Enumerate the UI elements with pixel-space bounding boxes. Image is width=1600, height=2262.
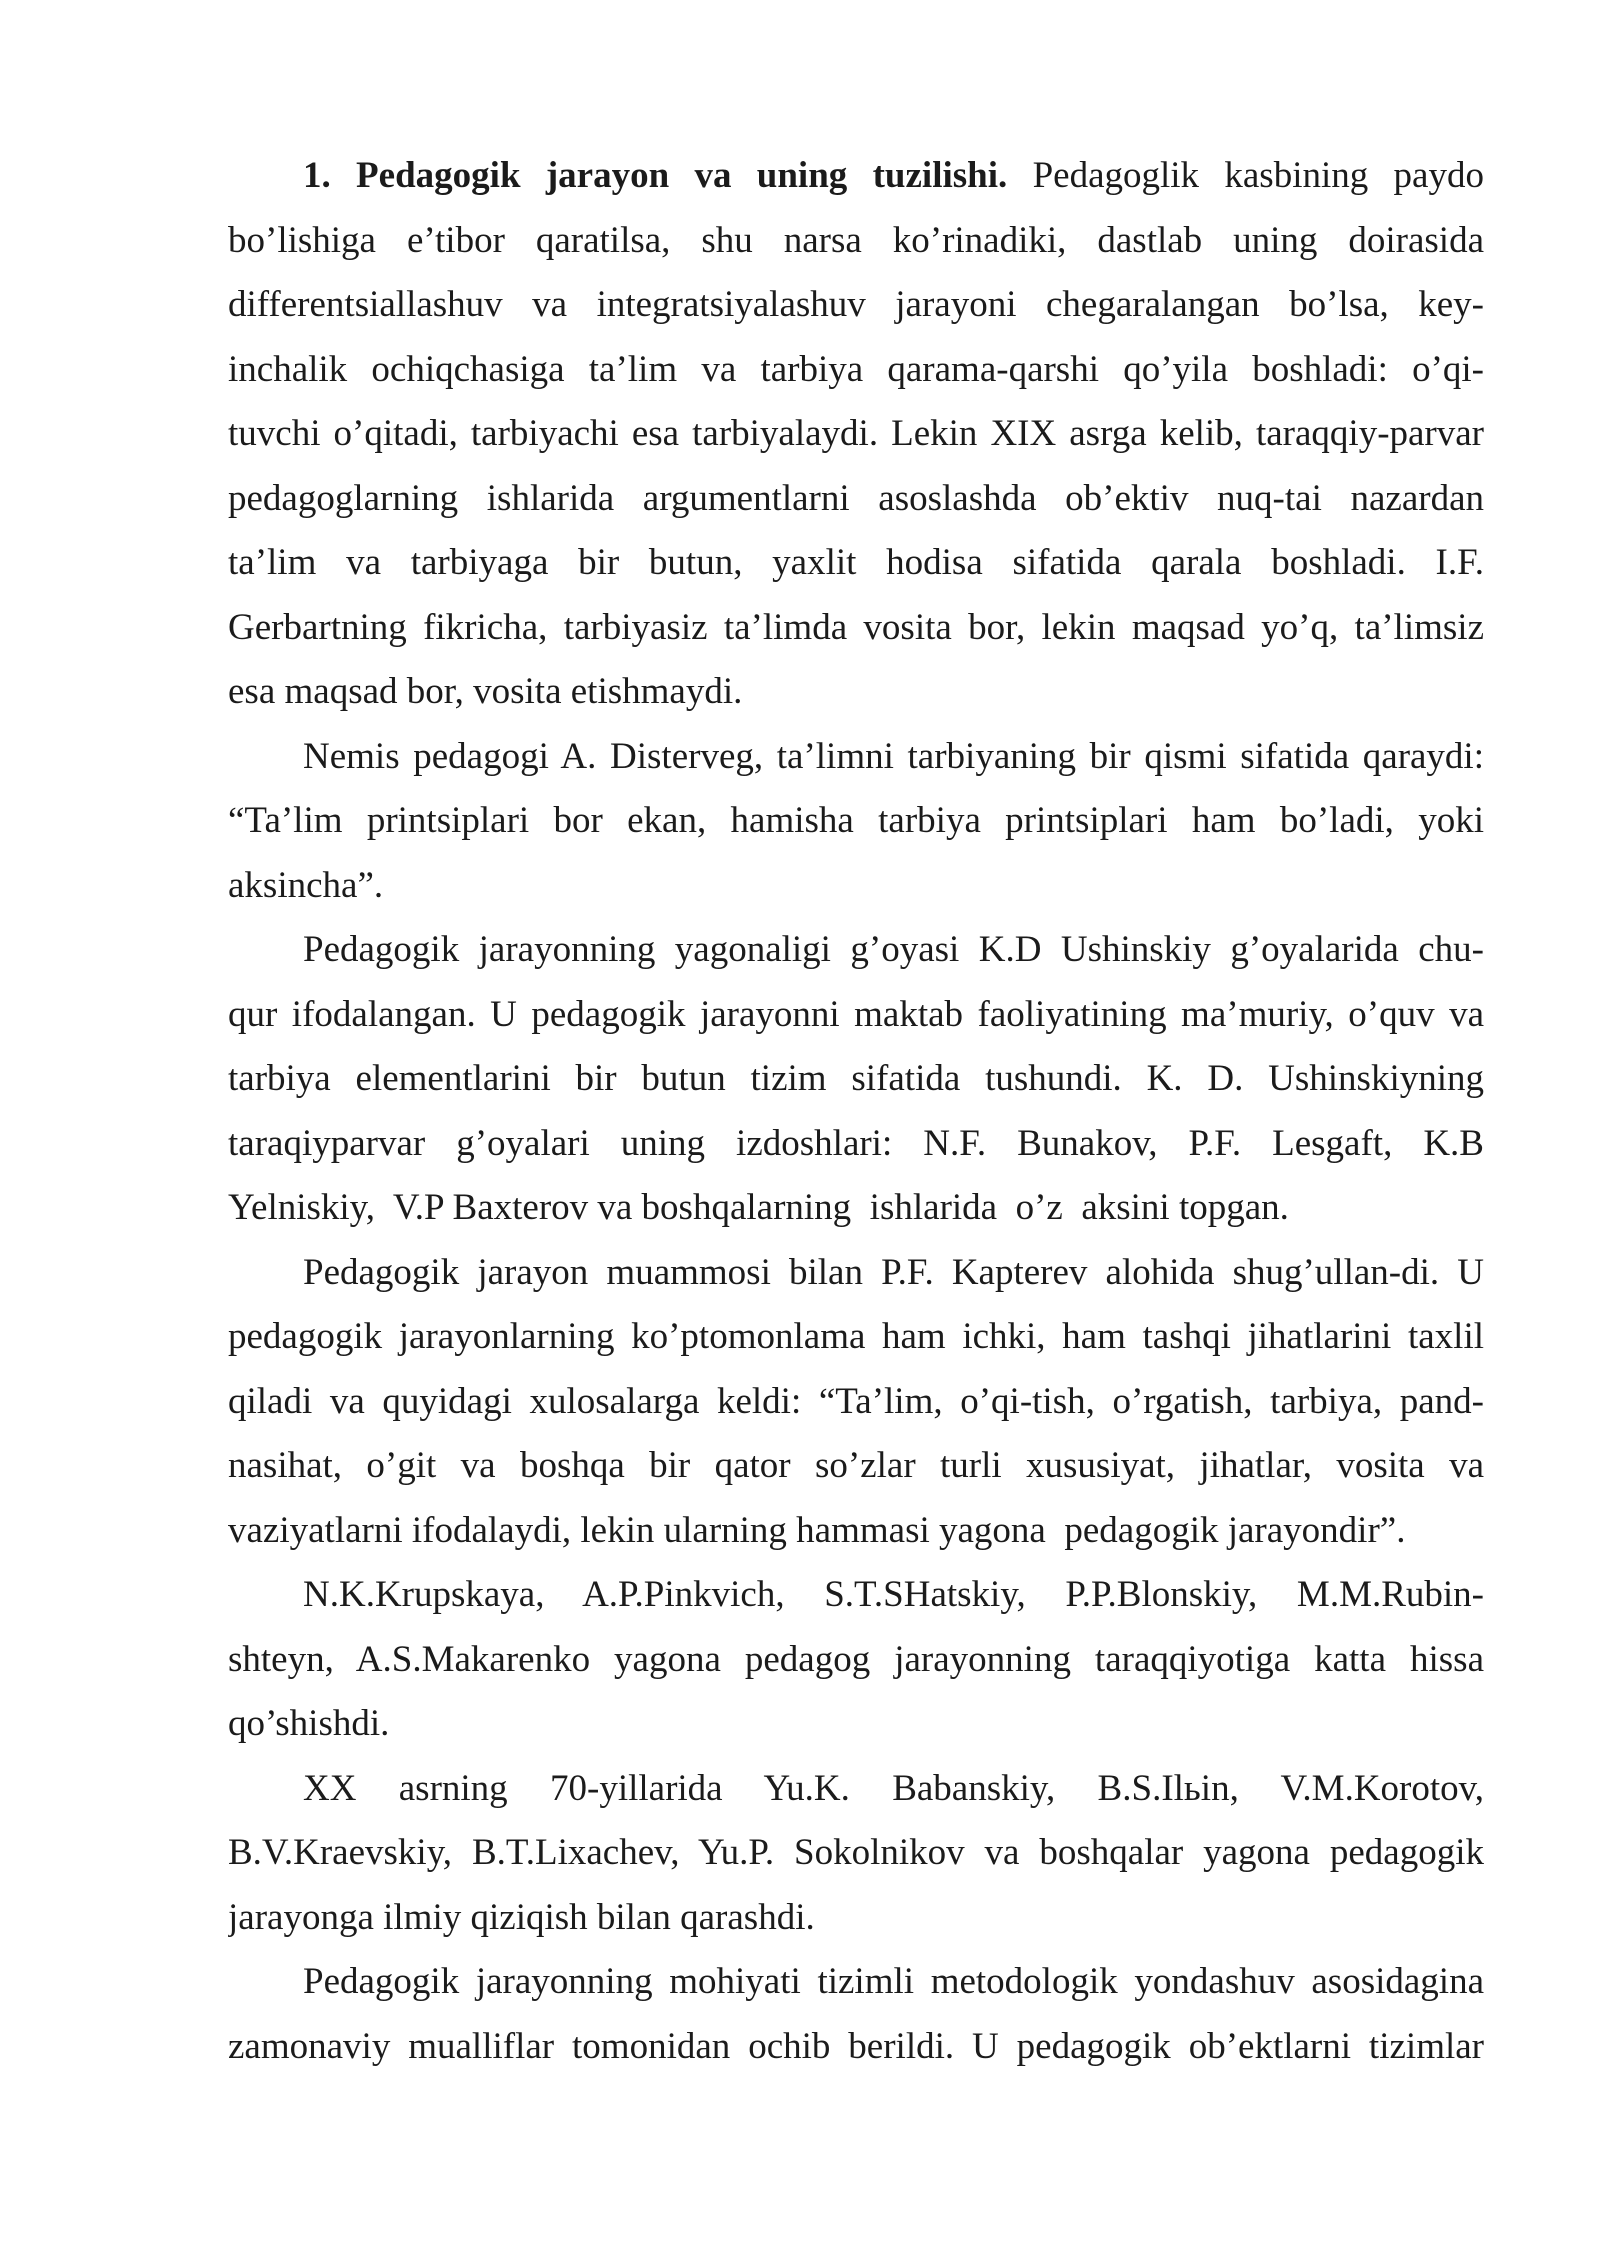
text-line: N.K.Krupskaya, A.P.Pinkvich, S.T.SHatskiy, P.P.Blonskiy, M.M.Rubin- <box>303 1574 1484 1615</box>
text-line: tarbiya elementlarini bir butun tizim sifatida tushundi. K. D. Ushinskiyning <box>228 1058 1484 1099</box>
text-line: ta’lim va tarbiyaga bir butun, yaxlit hodisa sifatida qarala boshladi. I.F. <box>228 542 1484 583</box>
text-line: jarayonga ilmiy qiziqish bilan qarashdi. <box>228 1896 815 1938</box>
text-line: Pedagogik jarayonning mohiyati tizimli metodologik yondashuv asosidagina <box>303 1961 1484 2002</box>
text-line: qo’shishdi. <box>228 1703 390 1744</box>
text-line: zamonaviy mualliflar tomonidan ochib berildi. U pedagogik ob’ektlarni tizimlar <box>228 2025 1484 2067</box>
text-line: taraqiyparvar g’oyalari uning izdoshlari: N.F. Bunakov, P.F. Lesgaft, K.B <box>228 1122 1484 1164</box>
text-line: Pedagogik jarayon muammosi bilan P.F. Kapterev alohida shug’ullan-di. U <box>303 1251 1484 1293</box>
text-line: “Ta’lim printsiplari bor ekan, hamisha tarbiya printsiplari ham bo’ladi, yoki <box>228 800 1484 841</box>
text-line: bo’lishiga e’tibor qaratilsa, shu narsa ko’rinadiki, dastlab uning doirasida <box>228 219 1484 261</box>
text-line: XX asrning 70-yillarida Yu.K. Babanskiy, B.S.Ilьin, V.M.Korotov, <box>303 1767 1484 1809</box>
text-line: vaziyatlarni ifodalaydi, lekin ularning hammasi yagona pedagogik jarayondir”. <box>228 1509 1406 1551</box>
text-line <box>228 144 1484 209</box>
text-line: differentsiallashuv va integratsiyalashuv jarayoni chegaralangan bo’lsa, key- <box>228 284 1484 325</box>
text-line: nasihat, o’git va boshqa bir qator so’zlar turli xususiyat, jihatlar, vosita va <box>228 1445 1484 1486</box>
text-line: esa maqsad bor, vosita etishmaydi. <box>228 671 743 712</box>
text-line: shteyn, A.S.Makarenko yagona pedagog jarayonning taraqqiyotiga katta hissa <box>228 1638 1484 1680</box>
text-line: aksincha”. <box>228 864 384 906</box>
text-line: Pedagogik jarayonning yagonaligi g’oyasi K.D Ushinskiy g’oyalarida chu- <box>303 929 1484 970</box>
text-line: pedagogik jarayonlarning ko’ptomonlama ham ichki, ham tashqi jihatlarini taxlil <box>228 1316 1484 1357</box>
paragraph-heading: 1. Pedagogik jarayon va uning tuzilishi. <box>303 155 1008 196</box>
document-page <box>228 144 1484 2079</box>
text-line: Nemis pedagogi A. Disterveg, ta’limni tarbiyaning bir qismi sifatida qaraydi: <box>303 735 1484 777</box>
text-line: qiladi va quyidagi xulosalarga keldi: “Ta’lim, o’qi-tish, o’rgatish, tarbiya, pand- <box>228 1380 1484 1422</box>
text-line: pedagoglarning ishlarida argumentlarni asoslashda ob’ektiv nuq-tai nazardan <box>228 477 1484 519</box>
text-line: tuvchi o’qitadi, tarbiyachi esa tarbiyalaydi. Lekin XIX asrga kelib, taraqqiy-parvar <box>228 413 1484 454</box>
text-line: qur ifodalangan. U pedagogik jarayonni maktab faoliyatining ma’muriy, o’quv va <box>228 993 1484 1035</box>
text-line: Yelniskiy, V.P Baxterov va boshqalarning ishlarida o’z aksini topgan. <box>228 1187 1289 1228</box>
text-line: Gerbartning fikricha, tarbiyasiz ta’limda vosita bor, lekin maqsad yo’q, ta’limsiz <box>228 606 1484 648</box>
text-line: inchalik ochiqchasiga ta’lim va tarbiya qarama-qarshi qo’yila boshladi: o’qi- <box>228 348 1484 390</box>
heading-line-rest: Pedagoglik kasbining paydo <box>1032 155 1484 196</box>
text-line: B.V.Kraevskiy, B.T.Lixachev, Yu.P. Sokolnikov va boshqalar yagona pedagogik <box>228 1832 1484 1873</box>
